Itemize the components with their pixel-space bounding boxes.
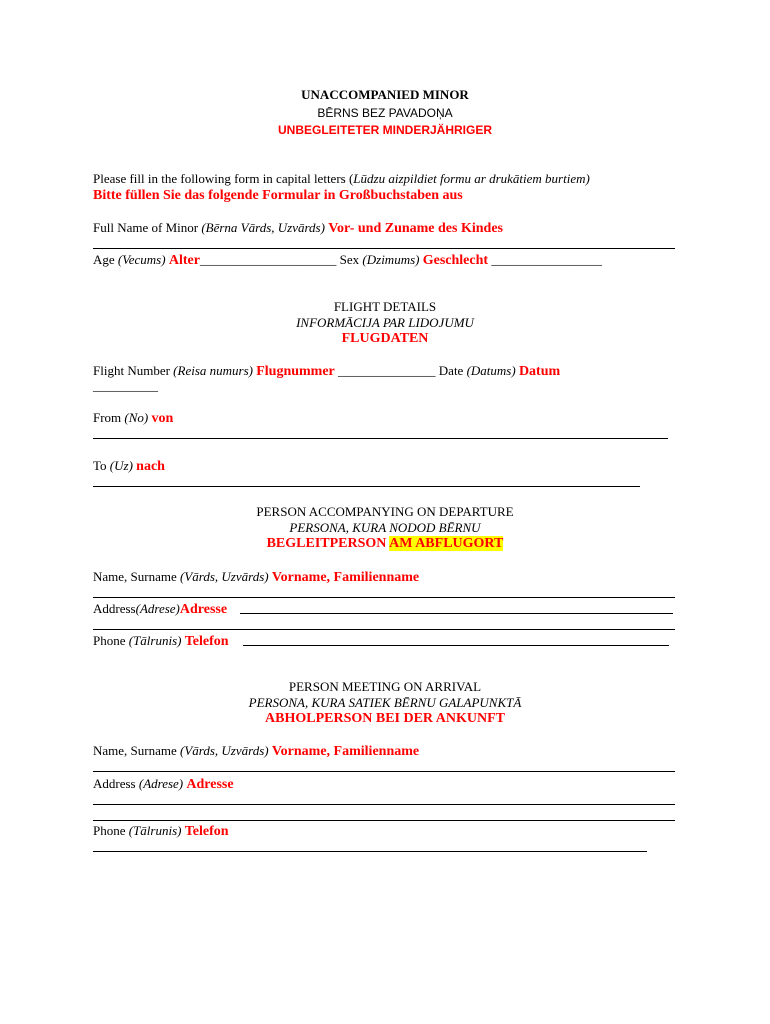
sex-latvian: (Dzimums) [362,252,420,267]
minor-name-label [93,220,503,237]
departure-address-field-2[interactable] [93,629,675,630]
arrival-phone-field[interactable] [93,851,647,852]
age-english: Age [93,252,118,267]
departure-heading-german-highlight: AM ABFLUGORT [389,536,504,551]
intro-latvian: Lūdzu aizpildiet formu ar drukātiem burtiem) [353,171,590,186]
title-german: UNBEGLEITETER MINDERJÄHRIGER [277,123,492,137]
minor-name-english: Full Name of Minor [93,220,202,235]
arrival-phone-label [93,823,229,840]
flight-number-field[interactable]: _______________ [334,363,439,378]
departure-phone-label [93,633,229,650]
flight-number-german: Flugnummer [256,364,335,379]
arrival-phone-german: Telefon [184,824,229,839]
to-latvian: (Uz) [109,458,133,473]
intro-english: Please fill in the following form in capital letters ( [93,171,354,186]
flight-heading-latvian: INFORMĀCIJA PAR LIDOJUMU [296,315,474,330]
departure-address-field[interactable] [240,613,673,614]
date-field[interactable]: __________ [93,378,158,393]
departure-name-english: Name, Surname [93,569,181,584]
from-english: From [93,410,125,425]
arrival-name-label [93,743,419,760]
flight-number-english: Flight Number [93,363,174,378]
to-english: To [93,458,110,473]
departure-address-german: Adresse [179,602,228,617]
from-latvian: (No) [124,410,149,425]
departure-phone-field[interactable] [243,645,669,646]
departure-heading-latvian: PERSONA, KURA NODOD BĒRNU [289,520,481,535]
arrival-address-label [93,776,234,793]
arrival-name-latvian: (Vārds, Uzvārds) [180,743,269,758]
sex-german: Geschlecht [422,253,489,268]
departure-heading-german [0,536,770,552]
departure-phone-english: Phone [93,633,129,648]
arrival-name-field[interactable] [93,771,675,772]
departure-address-english: Address [93,601,136,616]
departure-address-label [93,601,227,618]
to-german: nach [136,459,165,474]
departure-heading-english: PERSON ACCOMPANYING ON DEPARTURE [256,504,514,519]
flight-heading-english: FLIGHT DETAILS [333,299,437,314]
to-label [93,458,165,475]
title-latvian: BĒRNS BEZ PAVADOŅA [317,106,453,120]
date-latvian: (Datums) [466,363,516,378]
sex-english: Sex [336,252,363,267]
departure-heading-german-a: BEGLEITPERSON [266,536,390,551]
arrival-name-german: Vorname, Familienname [271,744,420,759]
arrival-phone-latvian: (Tālrunis) [128,823,182,838]
departure-phone-german: Telefon [184,634,229,649]
from-field[interactable] [93,438,668,439]
flight-number-latvian: (Reisa numurs) [173,363,253,378]
intro-line [93,171,590,187]
title-english: UNACCOMPANIED MINOR [301,87,469,102]
from-german: von [151,411,174,426]
flight-heading-german: FLUGDATEN [341,331,429,346]
minor-name-latvian: (Bērna Vārds, Uzvārds) [201,220,325,235]
to-field[interactable] [93,486,640,487]
arrival-heading-german: ABHOLPERSON BEI DER ANKUNFT [265,711,505,726]
arrival-name-english: Name, Surname [93,743,181,758]
arrival-address-english: Address [93,776,139,791]
arrival-heading-latvian: PERSONA, KURA SATIEK BĒRNU GALAPUNKTĀ [248,695,522,710]
arrival-address-field[interactable] [93,804,675,805]
minor-name-german: Vor- und Zuname des Kindes [328,221,503,236]
intro-german: Bitte füllen Sie das folgende Formular in Großbuchstaben aus [93,188,463,203]
arrival-phone-english: Phone [93,823,129,838]
departure-name-german: Vorname, Familienname [271,570,420,585]
age-sex-line [93,252,602,269]
arrival-address-german: Adresse [186,777,234,792]
age-field[interactable]: _____________________ [199,252,337,267]
from-label [93,410,173,427]
arrival-heading-english: PERSON MEETING ON ARRIVAL [288,679,482,694]
departure-phone-latvian: (Tālrunis) [128,633,182,648]
sex-field[interactable]: _________________ [488,252,602,267]
age-german: Alter [168,253,200,268]
arrival-address-latvian: (Adrese) [138,776,184,791]
date-german: Datum [518,364,561,379]
departure-address-latvian: (Adrese) [135,601,180,616]
departure-name-label [93,569,419,586]
arrival-address-field-2[interactable] [93,820,675,821]
departure-name-field[interactable] [93,597,675,598]
age-latvian: (Vecums) [117,252,166,267]
date-english: Date [438,363,467,378]
departure-name-latvian: (Vārds, Uzvārds) [180,569,269,584]
minor-name-field[interactable] [93,248,675,249]
flight-number-line [93,363,560,380]
